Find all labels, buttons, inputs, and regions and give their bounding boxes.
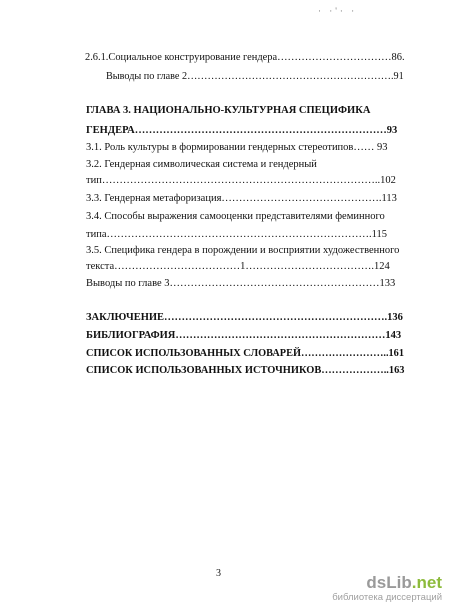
- toc-bibliography: БИБЛИОГРАФИЯ……………………………………………………143: [86, 330, 402, 341]
- watermark-logo-suffix: .net: [411, 573, 442, 592]
- toc-chapter-3-heading: ГЛАВА 3. НАЦИОНАЛЬНО-КУЛЬТУРНАЯ СПЕЦИФИКА: [86, 105, 371, 116]
- toc-entry-3-5: 3.5. Специфика гендера в порождении и восприятии художественного: [86, 245, 400, 256]
- watermark-logo: [332, 573, 442, 592]
- toc-entry-3-2: 3.2. Гендерная символическая система и гендерный: [86, 159, 317, 170]
- toc-chapter-3-heading-cont: ГЕНДЕРА………………………………………………………………93: [86, 125, 398, 136]
- toc-entry-2-6-1: 2.6.1.Социальное конструирование гендера……………………………86.: [85, 52, 405, 63]
- toc-entry-3-4: 3.4. Способы выражения самооценки представителями феминного: [86, 211, 385, 222]
- toc-conclusion: ЗАКЛЮЧЕНИЕ……………………………………………………….136: [86, 312, 403, 323]
- toc-entry-3-2-cont: тип……………………………………………………………………..102: [86, 175, 396, 186]
- watermark: [332, 573, 442, 603]
- toc-sources: СПИСОК ИСПОЛЬЗОВАННЫХ ИСТОЧНИКОВ………………..163: [86, 365, 405, 376]
- scan-artifact: · ·'· ·: [318, 6, 358, 16]
- page-number: 3: [216, 568, 221, 579]
- toc-entry-3-1: 3.1. Роль культуры в формировании гендерных стереотипов…… 93: [86, 142, 388, 153]
- watermark-logo-main: dsLib: [366, 573, 412, 592]
- toc-entry-3-4-cont: типа………………………………………………………………….115: [86, 229, 387, 240]
- watermark-tagline: библиотека диссертаций: [332, 592, 442, 603]
- toc-entry-conclusions-ch2: Выводы по главе 2…………………………………………………….91: [106, 71, 404, 82]
- toc-entry-3-5-cont: текста………………………………1……………………………….124: [86, 261, 390, 272]
- toc-entry-conclusions-ch3: Выводы по главе 3……………………………………………………133: [86, 278, 396, 289]
- toc-entry-3-3: 3.3. Гендерная метафоризация……………………………………….113: [86, 193, 397, 204]
- toc-dictionaries: СПИСОК ИСПОЛЬЗОВАННЫХ СЛОВАРЕЙ……………………..161: [86, 348, 404, 359]
